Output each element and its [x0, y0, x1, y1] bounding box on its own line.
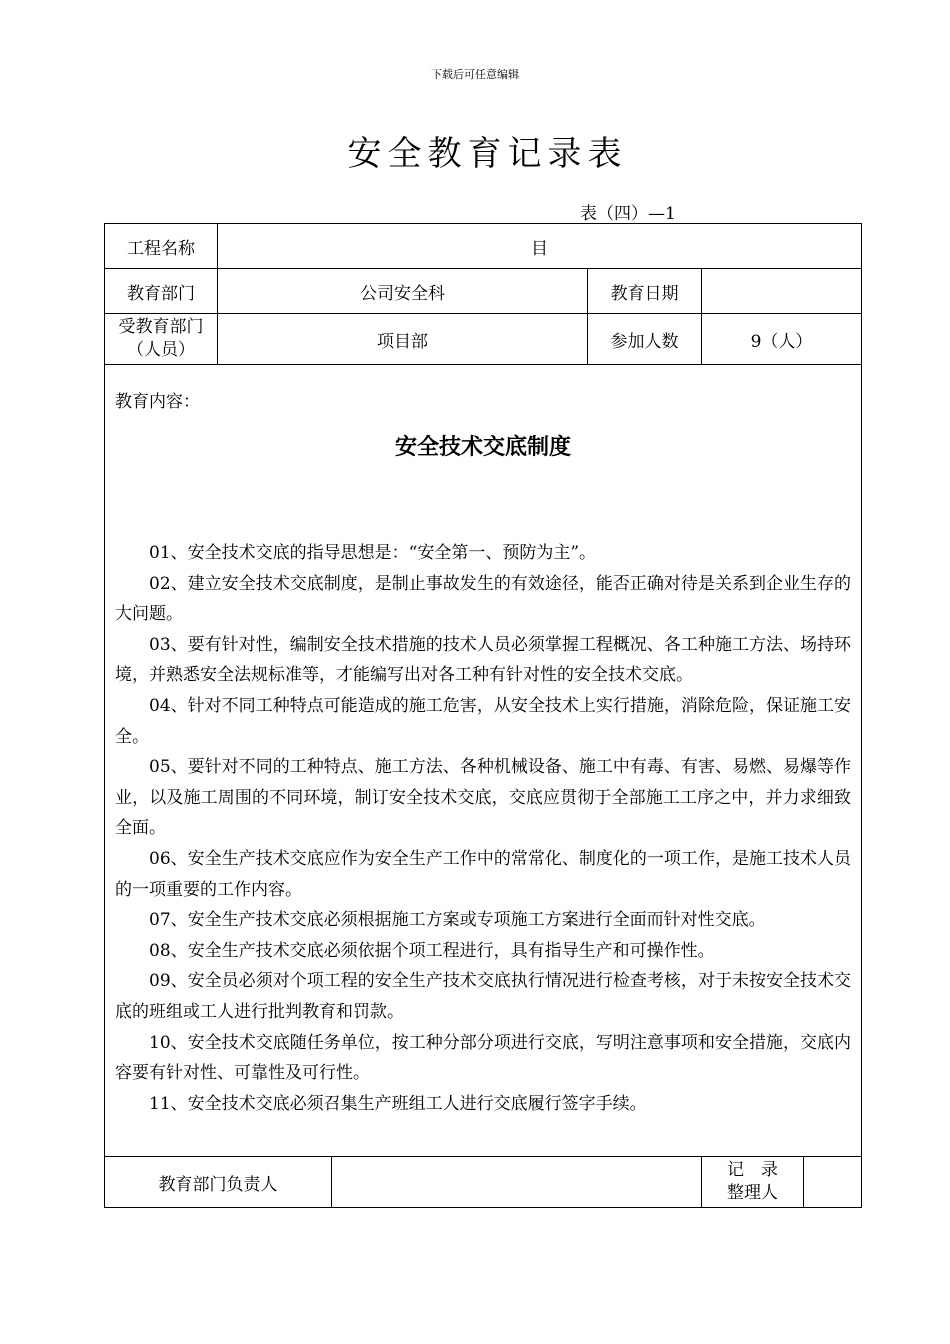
form-number: 表（四）—1	[580, 204, 676, 224]
recorder-label-line2: 整理人	[727, 1183, 778, 1203]
document-title: 安全教育记录表	[347, 134, 628, 174]
project-name-value[interactable]: 目	[218, 224, 862, 269]
content-title: 安全技术交底制度	[395, 435, 572, 460]
participants-label: 参加人数	[588, 314, 702, 365]
header-note: 下载后可任意编辑	[431, 68, 519, 81]
project-name-label: 工程名称	[105, 224, 218, 269]
recipient-dept-value[interactable]: 项目部	[218, 314, 588, 365]
education-record-table	[104, 223, 862, 1208]
clause-item: 04、针对不同工种特点可能造成的施工危害，从安全技术上实行措施，消除危险，保证施工安全。	[115, 695, 852, 747]
recorder-label-line1: 记 录	[727, 1160, 778, 1180]
recorder-value[interactable]	[804, 1157, 862, 1208]
participants-value[interactable]: 9（人）	[702, 314, 862, 365]
clause-item: 01、安全技术交底的指导思想是：“安全第一、预防为主”。	[149, 543, 597, 563]
row-department	[105, 269, 862, 314]
clause-item: 10、安全技术交底随任务单位，按工种分部分项进行交底，写明注意事项和安全措施，交底内容要有针对性、可靠性及可行性。	[115, 1032, 852, 1084]
clause-item: 02、建立安全技术交底制度，是制止事故发生的有效途径，能否正确对待是关系到企业生存的大问题。	[115, 573, 852, 625]
clause-item: 11、安全技术交底必须召集生产班组工人进行交底履行签字手续。	[149, 1093, 647, 1114]
clause-item: 09、安全员必须对个项工程的安全生产技术交底执行情况进行检查考核，对于未按安全技术交底的班组或工人进行批判教育和罚款。	[115, 971, 852, 1022]
clause-item: 07、安全生产技术交底必须根据施工方案或专项施工方案进行全面而针对性交底。	[149, 910, 766, 931]
clause-item: 08、安全生产技术交底必须依据个项工程进行，具有指导生产和可操作性。	[149, 940, 715, 961]
education-date-label: 教育日期	[588, 269, 702, 314]
education-dept-label: 教育部门	[105, 269, 218, 314]
clause-item: 06、安全生产技术交底应作为安全生产工作中的常常化、制度化的一项工作，是施工技术人员的一项重要的工作内容。	[115, 848, 852, 900]
clause-item: 05、要针对不同的工种特点、施工方法、各种机械设备、施工中有毒、有害、易燃、易爆等作业，以及施工周围的不同环境，制订安全技术交底，交底应贯彻于全部施工工序之中，并力求细致全面。	[115, 757, 852, 839]
row-content	[105, 365, 862, 1157]
education-date-value[interactable]	[702, 269, 862, 314]
clause-list	[115, 538, 851, 1119]
recorder-label	[702, 1157, 804, 1208]
content-label: 教育内容：	[115, 392, 200, 412]
dept-head-label: 教育部门负责人	[105, 1157, 332, 1208]
recipient-dept-label	[105, 314, 218, 365]
education-dept-value[interactable]: 公司安全科	[218, 269, 588, 314]
row-project-name	[105, 224, 862, 269]
recipient-label-line2: （人员）	[127, 340, 195, 360]
education-content-cell	[105, 365, 862, 1157]
clause-item: 03、要有针对性，编制安全技术措施的技术人员必须掌握工程概况、各工种施工方法、场持环境，并熟悉安全法规标准等，才能编写出对各工种有针对性的安全技术交底。	[115, 634, 852, 686]
row-recipients	[105, 314, 862, 365]
row-signatures	[105, 1157, 862, 1208]
dept-head-value[interactable]	[332, 1157, 702, 1208]
recipient-label-line1: 受教育部门	[118, 317, 204, 337]
